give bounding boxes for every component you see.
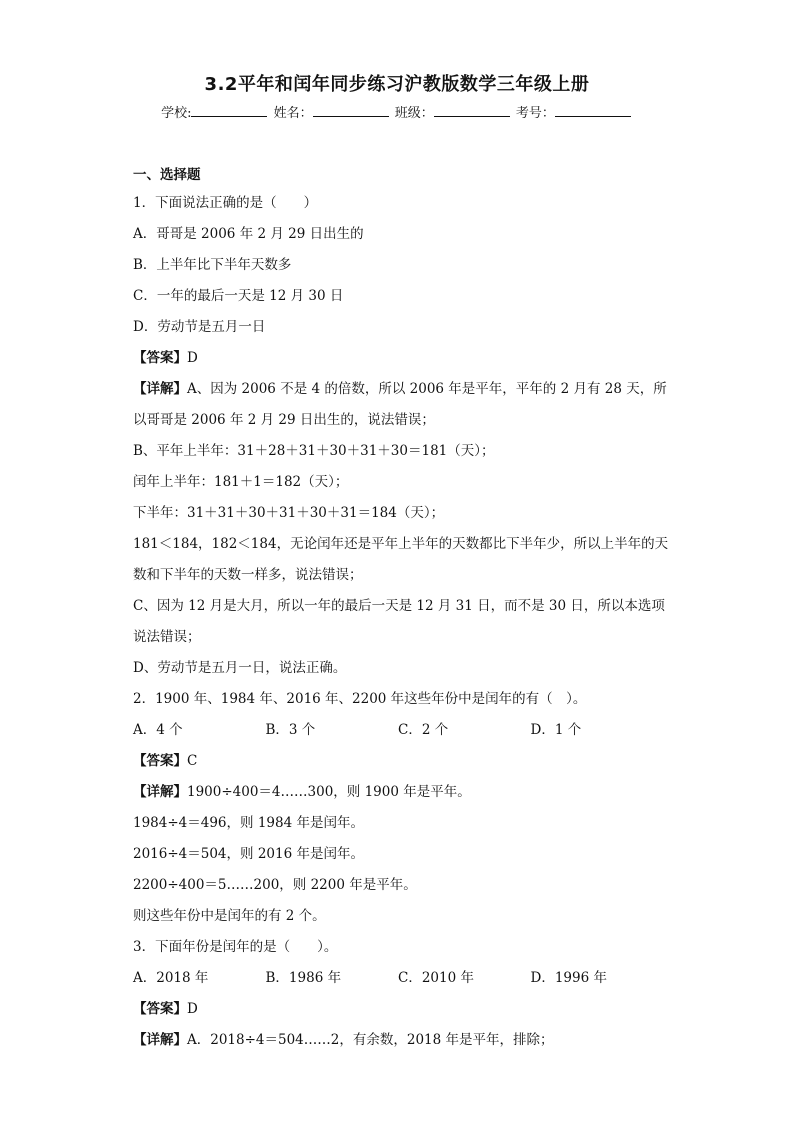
exam-number-label: 考号： [515, 106, 555, 121]
detail-3-line-1 [133, 1031, 663, 1062]
detail-tag: 【详解】 [133, 1032, 187, 1048]
question-3-option-b: B．1986 年 [265, 970, 342, 986]
answer-2 [133, 752, 663, 783]
question-2-option-b: B．3 个 [265, 722, 316, 738]
detail-1-line-6: 181＜184，182＜184，无论闰年还是平年上半年的天数都比下半年少，所以上半年的天 [133, 536, 669, 552]
question-1: 1．下面说法正确的是（ ） [133, 195, 318, 211]
question-3-option-c: C．2010 年 [398, 970, 474, 986]
name-label: 姓名： [273, 106, 313, 121]
detail-2-line-3: 2016÷4＝504，则 2016 年是闰年。 [133, 846, 364, 862]
detail-2-line-4: 2200÷400＝5……200，则 2200 年是平年。 [133, 877, 417, 893]
school-label: 学校: [161, 106, 192, 121]
answer-tag: 【答案】 [133, 350, 187, 366]
answer-1 [133, 349, 663, 380]
question-1-option-c: C．一年的最后一天是 12 月 30 日 [133, 288, 344, 304]
question-3-options [133, 969, 663, 1000]
class-label: 班级： [394, 106, 434, 121]
question-2-option-c: C．2 个 [398, 722, 449, 738]
exam-number-blank[interactable] [555, 104, 631, 117]
question-1-option-a: A．哥哥是 2006 年 2 月 29 日出生的 [133, 226, 364, 242]
detail-tag: 【详解】 [133, 381, 187, 397]
answer-value: D [187, 350, 198, 366]
detail-1-line-8: C、因为 12 月是大月，所以一年的最后一天是 12 月 31 日，而不是 30 日，所以本选项 [133, 598, 665, 614]
school-blank[interactable] [191, 104, 267, 117]
answer-tag: 【答案】 [133, 753, 187, 769]
detail-2-line-1 [133, 783, 663, 814]
question-3: 3．下面年份是闰年的是（ ）。 [133, 939, 338, 955]
question-2-option-a: A．4 个 [133, 722, 183, 738]
detail-1-line-9: 说法错误； [133, 629, 201, 645]
question-2-options [133, 721, 663, 752]
detail-1-line-1 [133, 380, 667, 411]
detail-1-line-10: D、劳动节是五月一日，说法正确。 [133, 660, 347, 676]
student-info-line [0, 102, 794, 121]
question-1-option-b: B．上半年比下半年天数多 [133, 257, 292, 273]
detail-1-line-4: 闰年上半年：181＋1＝182（天）； [133, 474, 349, 490]
detail-2-line-5: 则这些年份中是闰年的有 2 个。 [133, 908, 326, 924]
detail-1-line-2: 以哥哥是 2006 年 2 月 29 日出生的，说法错误； [133, 412, 435, 428]
class-blank[interactable] [434, 104, 510, 117]
detail-1-line-3: B、平年上半年：31＋28＋31＋30＋31＋30＝181（天）； [133, 443, 495, 459]
page-title: 3.2平年和闰年同步练习沪教版数学三年级上册 [204, 74, 590, 95]
detail-tag: 【详解】 [133, 784, 187, 800]
answer-value: D [187, 1001, 198, 1017]
detail-text: 1900÷400＝4……300，则 1900 年是平年。 [187, 784, 471, 800]
question-2: 2．1900 年、1984 年、2016 年、2200 年这些年份中是闰年的有（ ）。 [133, 691, 587, 707]
detail-1-line-5: 下半年：31＋31＋30＋31＋30＋31＝184（天）； [133, 505, 445, 521]
worksheet-content [133, 166, 669, 1062]
question-2-option-d: D．1 个 [530, 722, 582, 738]
section-heading: 一、选择题 [133, 167, 201, 183]
detail-2-line-2: 1984÷4＝496，则 1984 年是闰年。 [133, 815, 364, 831]
detail-1-line-7: 数和下半年的天数一样多，说法错误； [133, 567, 363, 583]
question-3-option-d: D．1996 年 [530, 970, 607, 986]
question-3-option-a: A．2018 年 [133, 970, 209, 986]
detail-text: A、因为 2006 不是 4 的倍数，所以 2006 年是平年，平年的 2 月有 28 天，所 [187, 381, 667, 397]
question-1-option-d: D．劳动节是五月一日 [133, 319, 266, 335]
answer-tag: 【答案】 [133, 1001, 187, 1017]
detail-text: A．2018÷4＝504……2，有余数，2018 年是平年，排除； [187, 1032, 554, 1048]
answer-3 [133, 1000, 663, 1031]
name-blank[interactable] [313, 104, 389, 117]
answer-value: C [187, 753, 198, 769]
